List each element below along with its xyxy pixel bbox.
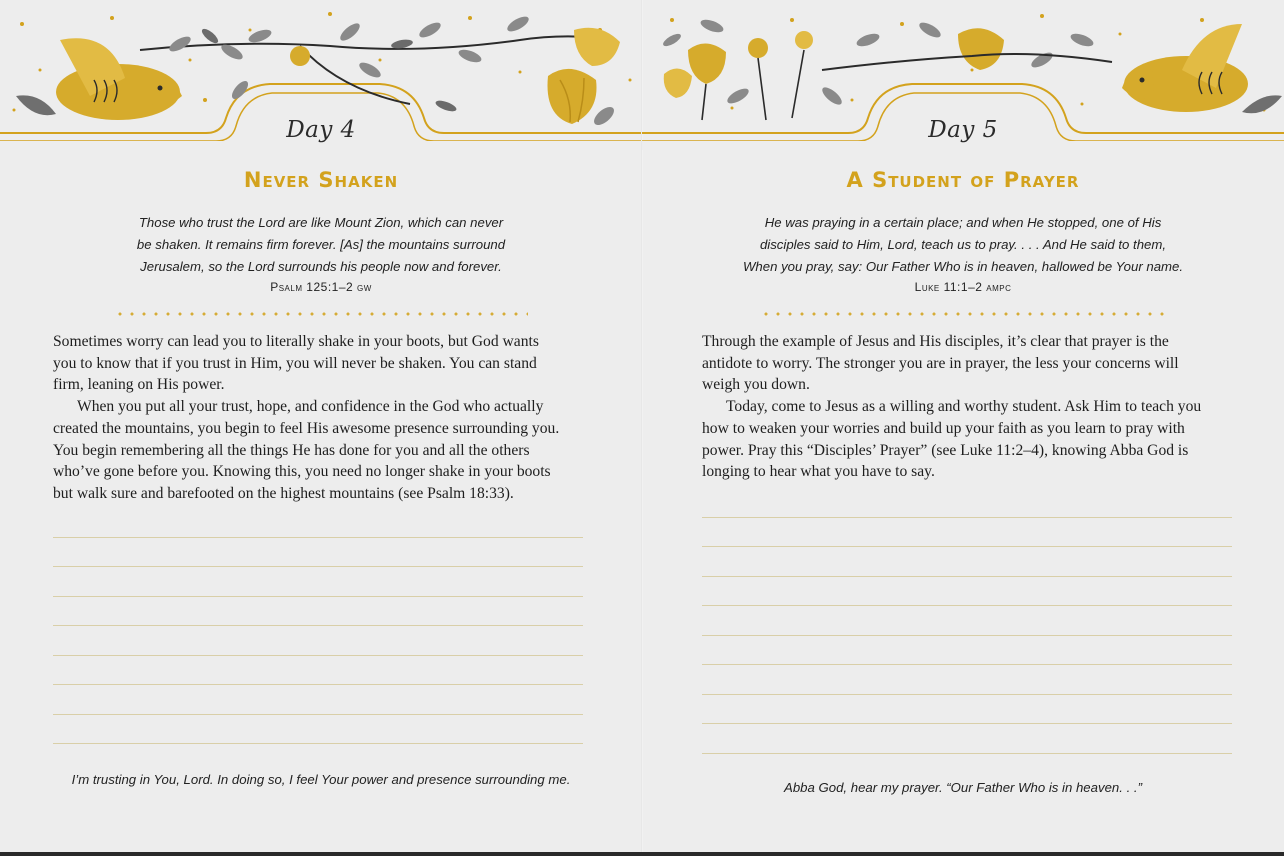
body-line: weigh you down. [702,376,810,394]
body-line: firm, leaning on His power. [53,376,225,394]
body-line: how to weaken your worries and build up your faith as you learn to pray with [702,419,1185,437]
closing-prayer: Abba God, hear my prayer. “Our Father Who is in heaven. . .” [784,780,1142,795]
day-label: Day 5 [928,117,998,143]
right-page [642,0,1284,852]
body-line: When you put all your trust, hope, and confidence in the God who actually [77,398,544,416]
bottom-edge [0,852,1284,856]
body-line: Through the example of Jesus and His disciples, it’s clear that prayer is the [702,333,1169,350]
day-label: Day 4 [286,117,356,143]
devotion-body [53,331,583,505]
verse-reference: Psalm 125:1–2 gw [270,280,372,294]
body-line: Sometimes worry can lead you to literally shake in your boots, but God wants [53,333,539,350]
verse-line: Jerusalem, so the Lord surrounds his people now and forever. [140,259,502,274]
verse-reference: Luke 11:1–2 ampc [914,280,1012,294]
bird-icon [16,38,182,120]
dotted-divider [114,312,528,316]
dotted-divider [760,312,1172,316]
verse-line: be shaken. It remains firm forever. [As] the mountains surround [136,237,506,252]
body-line: created the mountains, you begin to feel His awesome presence surrounding you. [53,419,560,437]
verse-line: When you pray, say: Our Father Who is in heaven, hallowed be Your name. [742,259,1184,274]
body-line: Today, come to Jesus as a willing and worthy student. Ask Him to teach you [726,398,1202,416]
journal-lines[interactable] [53,508,583,744]
devotion-title: A Student of Prayer [846,168,1080,192]
left-page [0,0,642,852]
verse-line: disciples said to Him, Lord, teach us to pray. . . . And He said to them, [759,237,1167,252]
yellow-flower-icon [664,28,1004,120]
closing-prayer: I’m trusting in You, Lord. In doing so, I feel Your power and presence surrounding me. [71,772,571,787]
body-line: who’ve gone before you. Knowing this, you need no longer shake in your boots [53,463,551,481]
bird-icon [1122,24,1282,113]
scripture-verse [642,212,1284,278]
verse-line: He was praying in a certain place; and when He stopped, one of His [764,215,1162,230]
journal-lines[interactable] [702,488,1232,754]
verse-line: Those who trust the Lord are like Mount Zion, which can never [138,215,504,230]
devotion-title: Never Shaken [243,168,399,192]
body-line: but walk sure and barefooted on the highest mountains (see Psalm 18:33). [53,484,514,502]
body-line: longing to hear what you have to say. [702,463,935,481]
devotion-body [702,331,1232,483]
body-line: You begin remembering all the things He has done for you and all the others [53,441,530,459]
body-line: power. Pray this “Disciples’ Prayer” (see Luke 11:2–4), knowing Abba God is [702,441,1189,459]
body-line: antidote to worry. The stronger you are in prayer, the less your concerns will [702,354,1179,372]
body-line: you to know that if you trust in Him, you will never be shaken. You can stand [53,354,537,372]
scripture-verse [0,212,642,278]
